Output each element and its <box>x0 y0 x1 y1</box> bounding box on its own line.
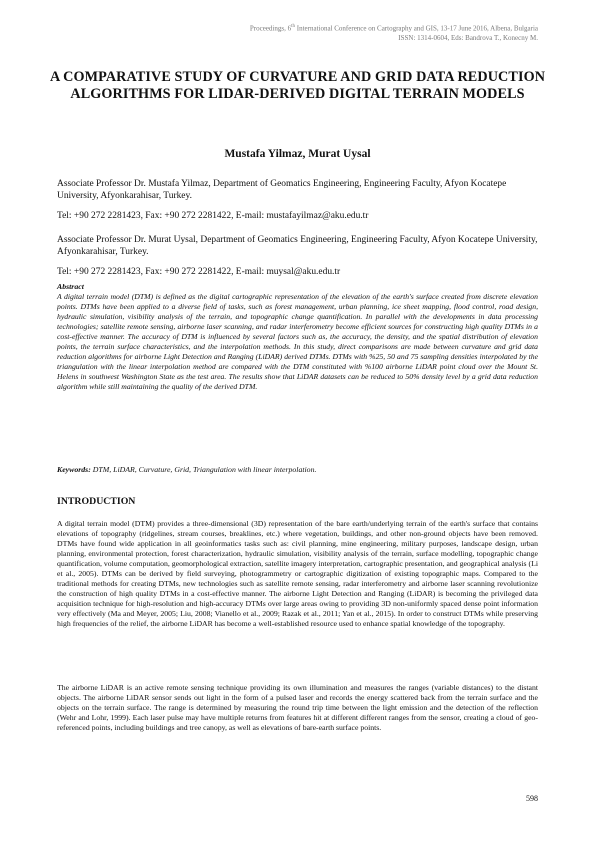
contact-1: Tel: +90 272 2281423, Fax: +90 272 2281422, E-mail: mustafayilmaz@aku.edu.tr <box>57 211 369 221</box>
contact-2: Tel: +90 272 2281423, Fax: +90 272 2281422, E-mail: muysal@aku.edu.tr <box>57 267 341 277</box>
header-ordinal-suffix: th <box>291 24 295 29</box>
section-heading-introduction: INTRODUCTION <box>57 496 136 507</box>
header-line-1-post: International Conference on Cartography and GIS, 13-17 June 2016, Albena, Bulgaria <box>295 24 538 33</box>
paper-title: A COMPARATIVE STUDY OF CURVATURE AND GRID DATA REDUCTION ALGORITHMS FOR LIDAR-DERIVED DIGITAL TERRAIN MODELS <box>49 69 546 102</box>
author-list: Mustafa Yilmaz, Murat Uysal <box>224 148 371 160</box>
header-line-2: ISSN: 1314-0604, Eds: Bandrova T., Konecny M. <box>398 33 538 42</box>
page-number: 598 <box>526 794 538 803</box>
header-line-1-pre: Proceedings, 6 <box>249 24 292 33</box>
keywords-label: Keywords: <box>57 465 91 474</box>
abstract-text: A digital terrain model (DTM) is defined as the digital cartographic representation of the elevation of the earth's surface created from discrete elevation points. DTMs have been applied to a diverse field of tasks, such as forest management, urban planning, ice sheet mapping, flood control, road design, hydraulic simulation, visibility analysis of the terrain, and topographic change quantification. In parallel with the developments in data processing technologies; satellite remote sensing, airborne laser scanning, and radar interferometry become efficient sources for constructing high quality DTMs in a cost-effective manner. The accuracy of DTM is influenced by several factors such as, the accuracy, the density, and the spatial distribution of elevation points, the terrain surface characteristics, and the interpolation methods. In this study, direct comparisons are made between curvature and grid data reduction algorithms for airborne Light Detection and Ranging (LiDAR) derived DTMs. DTMs with %25, 50 and 75 sampling densities interpolated by the triangulation with the linear interpolation method are compared with the DTM constituted with %100 airborne LiDAR point cloud over the Mount St. Helens in southwest Washington State as the test area. The results show that LiDAR datasets can be reduced to 50% density level by a grid data reduction algorithm while still maintaining the quality of the derived DTM. <box>57 292 538 392</box>
affiliation-1: Associate Professor Dr. Mustafa Yilmaz, Department of Geomatics Engineering, Engineering Faculty, Afyon Kocatepe University, Afyonkarahisar, Turkey. <box>57 179 507 202</box>
affiliation-2: Associate Professor Dr. Murat Uysal, Department of Geomatics Engineering, Engineering Faculty, Afyon Kocatepe University, Afyonkarahisar, Turkey. <box>57 235 538 258</box>
intro-paragraph-1: A digital terrain model (DTM) provides a three-dimensional (3D) representation of the bare earth/underlying terrain of the earth's surface that contains elevations of topography (ridgelines, stream courses, breaklines, etc.) where vegetation, buildings, and other non-ground objects have been removed. DTMs have found wide application in all geoinformatics tasks such as: civil planning, mine engineering, military purposes, landscape design, urban planning, environmental protection, forest characterization, hydraulic simulation, visibility analysis of the terrain, surface modelling, topographic change quantification, volume computation, geomorphological extraction, satellite imagery interpretation, cartographic presentation, and geographical analysis (Li et al., 2005). DTMs can be derived by field surveying, photogrammetry or cartographic digitization of existing topographic maps. Compared to the traditional methods for creating DTMs, new technologies such as satellite remote sensing, radar interferometry and airborne laser scanning revolutionize the construction of high quality DTMs in a cost-effective manner. The airborne Light Detection and Ranging (LiDAR) is becoming the privileged data acquisition technique for high-resolution and high-accuracy DTMs over large areas owing to providing 3D non-uniformly spaced dense point information very effectively (Ma and Meyer, 2005; Liu, 2008; Vianello et al., 2009; Razak et al., 2011; Yan et al., 2015). In order to construct DTMs while preserving high frequencies of the relief, the airborne LiDAR has become a well-established resource used to enhance spatial knowledge of the topography. <box>57 519 538 629</box>
header-line-1 <box>250 22 538 34</box>
keywords-list: DTM, LiDAR, Curvature, Grid, Triangulation with linear interpolation. <box>90 465 317 474</box>
intro-paragraph-2: The airborne LiDAR is an active remote sensing technique providing its own illumination and measures the ranges (variable distances) to the distant objects. The airborne LiDAR sensor sends out light in the form of a pulsed laser and records the energy scattered back from the terrain surface and the objects on the terrain surface. The range is determined by measuring the round trip time between the light emission and the detection of the reflection (Wehr and Lohr, 1999). Each laser pulse may have multiple returns from features hit at different different ranges from the sensor, creating a cloud of geo-referenced points, including buildings and tree canopy, as well as elevations of bare-earth surface points. <box>57 683 538 733</box>
running-header <box>250 22 538 43</box>
abstract-heading: Abstract <box>57 282 84 291</box>
keywords <box>57 465 538 474</box>
